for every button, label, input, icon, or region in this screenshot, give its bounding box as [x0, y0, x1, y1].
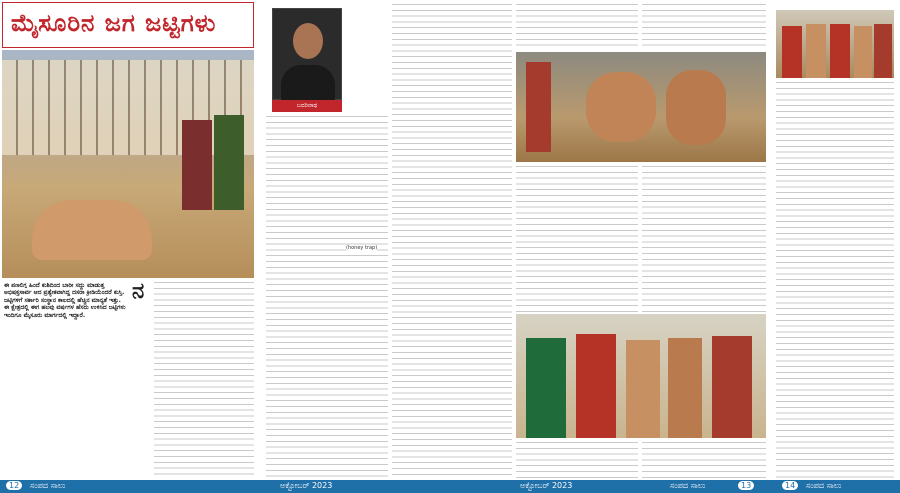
wrestler-figure [586, 72, 656, 142]
text-column [516, 442, 638, 478]
article-intro [4, 282, 128, 472]
drop-cap: ನ [132, 282, 145, 304]
wrestling-match-photo [516, 52, 766, 162]
text-column [132, 282, 254, 478]
wrestler-figure [182, 120, 212, 210]
wrestler-figure [874, 24, 892, 78]
wrestler-figure [32, 200, 152, 260]
page-number-right: 13 [738, 481, 754, 490]
text-column [392, 4, 512, 478]
wrestler-figure [668, 338, 702, 438]
page-number-far-right: 14 [782, 481, 798, 490]
text-column [776, 82, 894, 478]
page-number-left: 12 [6, 481, 22, 490]
honey-trap-note: (honey trap) [346, 245, 378, 251]
wrestler-figure [782, 26, 802, 78]
palace-wrestlers-photo [2, 50, 254, 278]
title-banner [2, 2, 254, 48]
wrestler-figure [806, 24, 826, 78]
text-column [642, 4, 766, 50]
middle-spread [258, 0, 770, 480]
text-column [516, 166, 638, 312]
wrestler-figure [214, 115, 244, 210]
wrestler-figure [626, 340, 660, 438]
wrestler-figure [526, 338, 566, 438]
text-column [516, 4, 638, 50]
intro-text: ಈ ಪಣಲಿಗ್ಗ ಹಿಂದೆ ಕುಶಿದಿಂದ ಬಾರೀ ಸದ್ದು ಮಾಡುತ್ತ ಅಭಿಷಕ್ತಸಾರ್ವ ಆದ ಪ್ರತ್ಯೇಕವಾಗಿದ್ದ ದಸರಾ ಕ್ರೀಡಿಯೆಂದರೆ ಕುಸ್ತಿ. ಜಟ್ಟಿಗಳಿಗೆ ಸರ್ಕಾರಿ ಸಂಸ್ಥಾನ ಕಾಲದಲ್ಲಿ ಹೆಚ್ಚಿನ ಮಾನ್ಯತೆ ಇತ್ತು. ಈ ಕ್ಷೇತ್ರದಲ್ಲಿ ಈಗ ಹಲವು ವರ್ಷಗಳ ಹೆಸರು ಉಳಿಸಿದ ಜಟ್ಟಿಗಳು ಇಂದಿಗೂ ಮೈಸೂರು ಮಾರ್ಗದಲ್ಲಿ ಇದ್ದಾರೆ. [4, 282, 126, 319]
byline: ಬದರಿನಾಥ [272, 100, 342, 112]
footer-date-right: ಅಕ್ಟೋಬರ್ 2023 [520, 481, 573, 490]
footer-label-right: ಸಂಪದ ಸಾಲು [670, 481, 706, 490]
text-column [642, 442, 766, 478]
wrestler-figure [666, 70, 726, 145]
footer-label-far-right: ಸಂಪದ ಸಾಲು [806, 481, 842, 490]
text-column [266, 116, 388, 478]
footer-date-left: ಅಕ್ಟೋಬರ್ 2023 [280, 481, 333, 490]
text-column [642, 166, 766, 312]
author-portrait [272, 8, 342, 100]
wrestler-figure [576, 334, 616, 438]
left-page [0, 0, 258, 480]
footer-label-left: ಸಂಪದ ಸಾಲು [30, 481, 66, 490]
spectator-figure [526, 62, 551, 152]
author-shirt [281, 65, 335, 101]
wrestlers-lineup-photo [776, 10, 894, 78]
article-title: ಮೈಸೂರಿನ ಜಗ ಜಟ್ಟಿಗಳು [11, 9, 217, 37]
footer-bar [0, 480, 900, 493]
wrestler-figure [712, 336, 752, 438]
wrestler-figure [830, 24, 850, 78]
author-face-icon [293, 23, 323, 59]
wrestler-figure [854, 26, 872, 78]
right-page [770, 0, 900, 480]
wrestlers-group-photo [516, 314, 766, 438]
